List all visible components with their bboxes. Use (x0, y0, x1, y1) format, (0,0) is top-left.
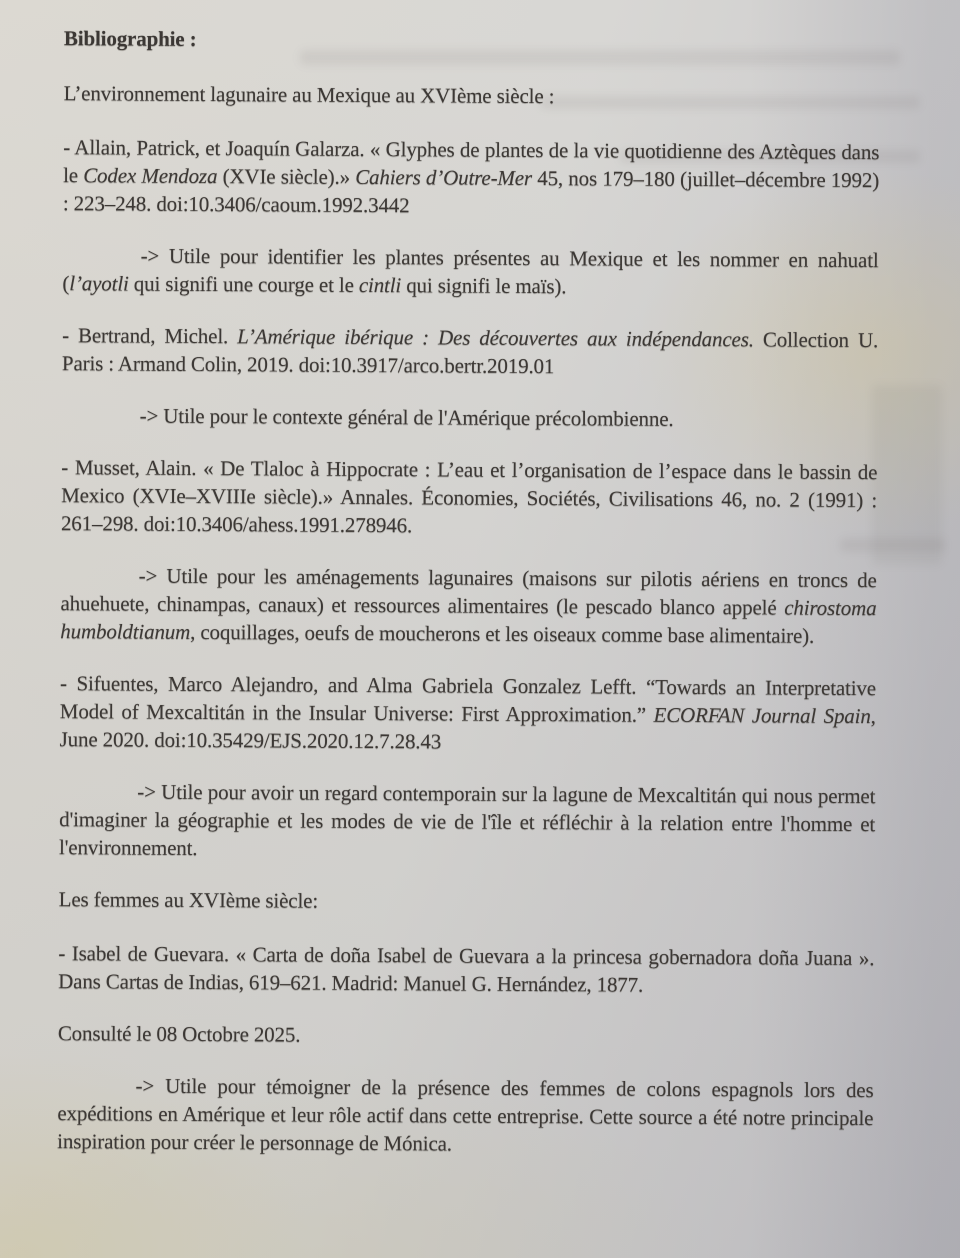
note-allain-galarza: -> Utile pour identifier les plantes présentes au Mexique et les nommer en nahuatl (l’ayotli qui signifi une courge et le cintli qui signifi le maïs). (62, 243, 879, 299)
entry-sifuentes: - Sifuentes, Marco Alejandro, and Alma Gabriela Gonzalez Lefft. “Towards an Interpretative Model of Mexcaltitán in the Insular Universe: First Approximation.” ECORFAN Journal Spain, June 2020. doi:10.35429/EJS.2020.12.7.28.43 (59, 671, 877, 754)
bibliography-title: Bibliographie : (63, 26, 197, 51)
entry-bertrand: - Bertrand, Michel. L’Amérique ibérique : Des découvertes aux indépendances. Collection U. Paris : Armand Colin, 2019. doi:10.3917/arco.bertr.2019.01 (61, 323, 879, 379)
note-bertrand: -> Utile pour le contexte général de l'Amérique précolombienne. (139, 403, 674, 431)
note-sifuentes: -> Utile pour avoir un regard contemporain sur la lagune de Mexcaltitán qui nous permet d'imaginer la géographie et les modes de vie de l'île et réfléchir à la relation entre l'homme et l'environnement. (58, 779, 876, 860)
section-heading-environnement: L’environnement lagunaire au Mexique au XVIème siècle : (63, 81, 555, 109)
entry-guevara-access-date: Consulté le 08 Octobre 2025. (57, 1021, 301, 1047)
entry-allain-galarza: - Allain, Patrick, et Joaquín Galarza. « Glyphes de plantes de la vie quotidienne des Aztèques dans le Codex Mendoza (XVIe siècle).» Cahiers d’Outre-Mer 45, nos 179–180 (juillet–décembre 1992) : 223–248. doi:10.3406/caoum.1992.3442 (62, 135, 880, 218)
entry-guevara: - Isabel de Guevara. « Carta de doña Isabel de Guevara a la princesa gobernadora doña Juana ». Dans Cartas de Indias, 619–621. Madrid: Manuel G. Hernández, 1877. (58, 941, 875, 997)
note-musset: -> Utile pour les aménagements lagunaires (maisons sur pilotis aériens en troncs de ahuehuete, chinampas, canaux) et ressources alimentaires (le pescado blanco appelé chirostoma humboldtianum, coquillages, oeufs de moucherons et les oiseaux comme base alimentaire). (60, 563, 877, 648)
section-heading-femmes: Les femmes au XVIème siècle: (58, 887, 319, 913)
entry-musset: - Musset, Alain. « De Tlaloc à Hippocrate : L’eau et l’organisation de l’espace dans le bassin de Mexico (XVIe–XVIIIe siècle).» Annales. Économies, Sociétés, Civilisations 46, no. 2 (1991) : 261–298. doi:10.3406/ahess.1991.278946. (60, 455, 878, 538)
note-guevara: -> Utile pour témoigner de la présence des femmes de colons espagnols lors des expéditions en Amérique et leur rôle actif dans cette entreprise. Cette source a été notre principale inspiration pour créer le personnage de Mónica. (57, 1073, 874, 1156)
